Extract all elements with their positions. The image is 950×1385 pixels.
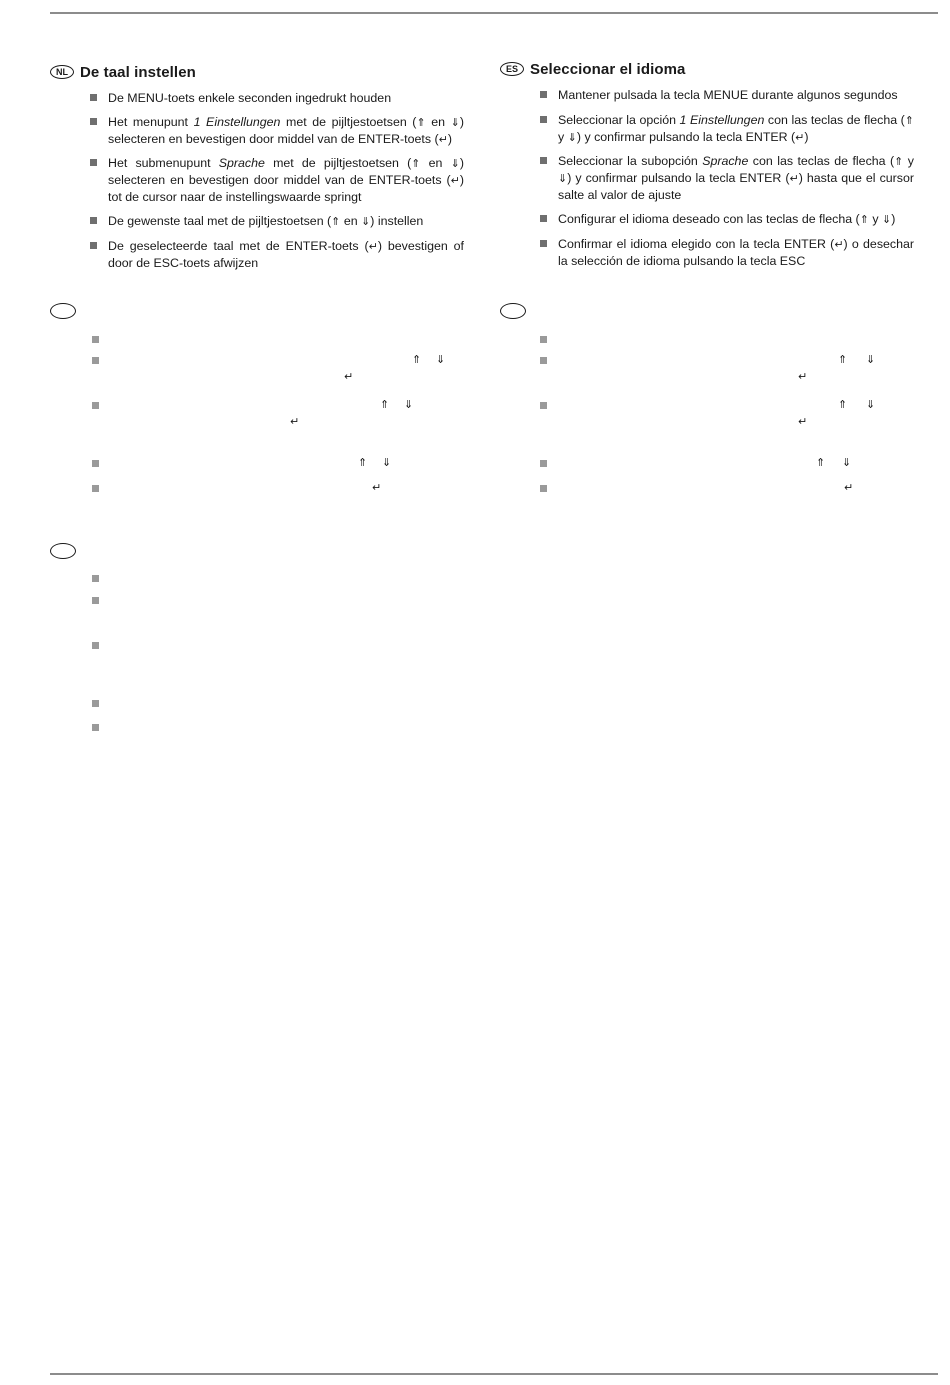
arrow-down-icon: ⇓ [842, 456, 852, 469]
list-item: De MENU-toets enkele seconden ingedrukt houden [108, 90, 464, 106]
arrow-up-icon: ⇑ [416, 116, 426, 129]
bullet-square-icon [92, 642, 99, 649]
blank-section-right-2 [500, 303, 915, 503]
list-item: Confirmar el idioma elegido con la tecla ENTER (↵) o desechar la selección de idioma pulsando la tecla ESC [558, 236, 914, 269]
section-title-nl: De taal instellen [80, 63, 196, 81]
list-item: Seleccionar la opción 1 Einstellungen con las teclas de flecha (⇑ y ⇓) y confirmar pulsando la tecla ENTER (↵) [558, 112, 914, 146]
bullet-square-icon [540, 215, 547, 222]
arrow-up-icon: ⇑ [412, 353, 422, 366]
enter-key-icon: ↵ [834, 238, 844, 251]
list-item: Het submenupunt Sprache met de pijltjestoetsen (⇑ en ⇓) selecteren en bevestigen door middel van de ENTER-toets (↵) tot de cursor naar de instellingswaarde springt [108, 155, 464, 205]
bullet-square-icon [540, 116, 547, 123]
language-badge-blank [50, 543, 76, 559]
arrow-down-icon: ⇓ [436, 353, 446, 366]
arrow-up-icon: ⇑ [838, 353, 848, 366]
blank-section-left-3 [50, 543, 465, 743]
list-item: Configurar el idioma deseado con las teclas de flecha (⇑ y ⇓) [558, 211, 914, 228]
bullet-square-icon [540, 357, 547, 364]
enter-key-icon: ↵ [450, 174, 460, 187]
bullet-square-icon [92, 485, 99, 492]
arrow-up-icon: ⇑ [904, 114, 914, 127]
bullet-square-icon [92, 724, 99, 731]
arrow-down-icon: ⇓ [361, 215, 371, 228]
arrow-up-icon: ⇑ [838, 398, 848, 411]
enter-key-icon: ↵ [795, 131, 805, 144]
bullet-square-icon [90, 159, 97, 166]
bullet-square-icon [92, 700, 99, 707]
bullet-square-icon [540, 336, 547, 343]
bullet-square-icon [90, 217, 97, 224]
bullet-square-icon [92, 336, 99, 343]
arrow-up-icon: ⇑ [894, 155, 904, 168]
blank-section-left-2 [50, 303, 465, 503]
enter-key-icon: ↵ [344, 370, 354, 383]
bullet-square-icon [540, 240, 547, 247]
bullet-square-icon [92, 357, 99, 364]
bullet-square-icon [92, 597, 99, 604]
list-item: Mantener pulsada la tecla MENUE durante algunos segundos [558, 87, 914, 103]
arrow-up-icon: ⇑ [411, 157, 421, 170]
language-badge-blank [500, 303, 526, 319]
arrow-down-icon: ⇓ [882, 213, 892, 226]
arrow-up-icon: ⇑ [358, 456, 368, 469]
arrow-up-icon: ⇑ [859, 213, 869, 226]
bullet-square-icon [540, 157, 547, 164]
arrow-down-icon: ⇓ [450, 157, 460, 170]
arrow-down-icon: ⇓ [558, 172, 568, 185]
enter-key-icon: ↵ [798, 370, 808, 383]
arrow-down-icon: ⇓ [866, 353, 876, 366]
arrow-up-icon: ⇑ [380, 398, 390, 411]
bullet-square-icon [90, 118, 97, 125]
top-rule [50, 12, 938, 14]
arrow-down-icon: ⇓ [382, 456, 392, 469]
bullet-square-icon [90, 242, 97, 249]
bullet-square-icon [540, 402, 547, 409]
enter-key-icon: ↵ [290, 415, 300, 428]
enter-key-icon: ↵ [844, 481, 854, 494]
list-item: De gewenste taal met de pijltjestoetsen (⇑ en ⇓) instellen [108, 213, 464, 230]
bottom-rule [50, 1373, 938, 1375]
language-badge-blank [50, 303, 76, 319]
bullet-square-icon [540, 485, 547, 492]
arrow-down-icon: ⇓ [450, 116, 460, 129]
bullet-square-icon [540, 460, 547, 467]
arrow-up-icon: ⇑ [331, 215, 341, 228]
section-title-es: Seleccionar el idioma [530, 60, 686, 78]
enter-key-icon: ↵ [438, 133, 448, 146]
arrow-down-icon: ⇓ [866, 398, 876, 411]
arrow-up-icon: ⇑ [816, 456, 826, 469]
enter-key-icon: ↵ [789, 172, 799, 185]
language-badge-nl: NL [50, 65, 74, 79]
section-es [500, 59, 915, 268]
list-item: Seleccionar la subopción Sprache con las teclas de flecha (⇑ y ⇓) y confirmar pulsando la tecla ENTER (↵) hasta que el cursor salte al valor de ajuste [558, 153, 914, 203]
enter-key-icon: ↵ [372, 481, 382, 494]
arrow-down-icon: ⇓ [567, 131, 577, 144]
bullet-square-icon [540, 91, 547, 98]
bullet-square-icon [90, 94, 97, 101]
enter-key-icon: ↵ [798, 415, 808, 428]
bullet-square-icon [92, 460, 99, 467]
list-item: Het menupunt 1 Einstellungen met de pijltjestoetsen (⇑ en ⇓) selecteren en bevestigen door middel van de ENTER-toets (↵) [108, 114, 464, 148]
section-header-nl [50, 62, 465, 82]
enter-key-icon: ↵ [368, 240, 378, 253]
arrow-down-icon: ⇓ [404, 398, 414, 411]
language-badge-es: ES [500, 62, 524, 76]
list-item: De geselecteerde taal met de ENTER-toets (↵) bevestigen of door de ESC-toets afwijzen [108, 238, 464, 271]
section-nl [50, 62, 465, 270]
section-header-es [500, 59, 915, 79]
bullet-square-icon [92, 402, 99, 409]
bullet-square-icon [92, 575, 99, 582]
